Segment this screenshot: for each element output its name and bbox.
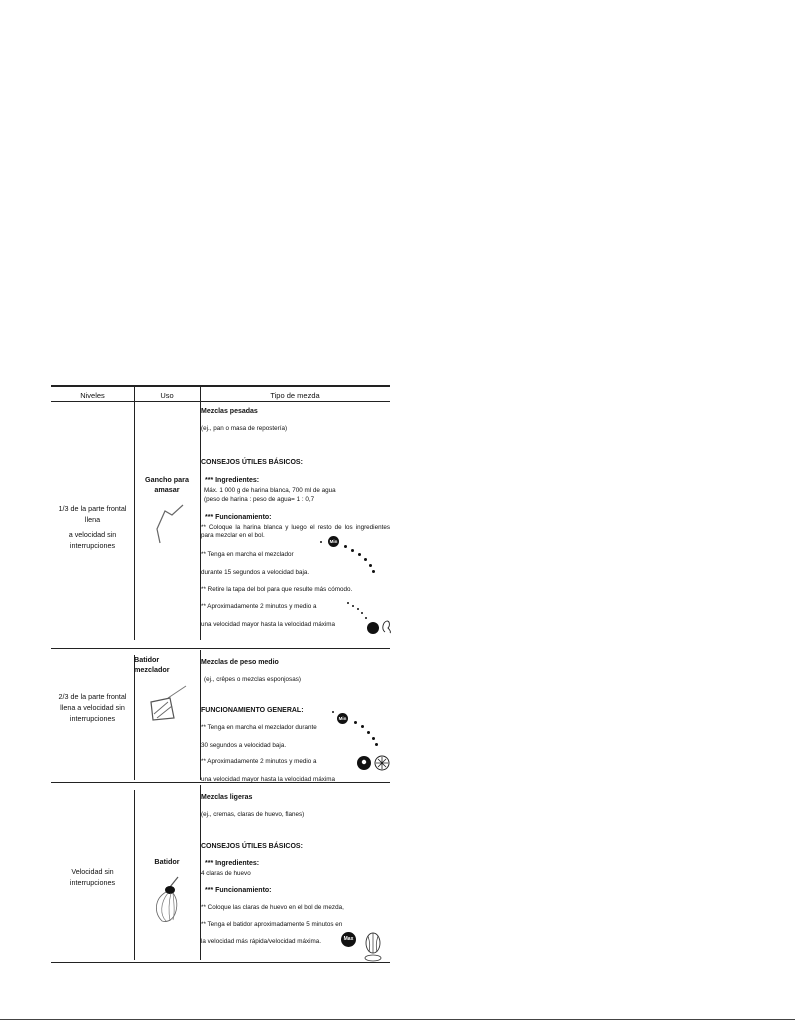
operation-text: 30 segundos a velocidad baja.: [201, 742, 287, 749]
use-text: amasar: [154, 485, 180, 494]
row-divider: [134, 790, 135, 960]
mix-title: Mezclas de peso medio: [201, 659, 279, 666]
use-cell: [134, 857, 200, 867]
page-bottom-rule: [0, 1019, 795, 1020]
ingredients-text: (peso de harina : peso de agua= 1 : 0,7: [204, 496, 315, 503]
mix-title: Mezclas ligeras: [201, 794, 253, 801]
mix-example: (ej., cremas, claras de huevo, flanes): [201, 811, 305, 818]
flat-beater-icon: [146, 684, 188, 724]
speed-dot: [357, 608, 359, 610]
tips-heading: CONSEJOS ÚTILES BÁSICOS:: [201, 843, 303, 850]
level-text: interrupciones: [69, 541, 116, 550]
level-text: 1/3 de la parte frontal: [58, 504, 127, 513]
operation-text: ** Aproximadamente 2 minutos y medio a: [201, 603, 317, 610]
speed-dial-icon: [366, 618, 394, 636]
ingredients-text: 4 claras de huevo: [201, 870, 251, 877]
level-text: llena a velocidad sin: [60, 703, 125, 712]
operation-text: una velocidad mayor hasta la velocidad máxima: [201, 776, 336, 783]
speed-dot: [320, 541, 322, 543]
whisk-icon: [150, 875, 184, 925]
operation-text: ** Coloque las claras de huevo en el bol de mezda,: [201, 904, 344, 911]
speed-dot: [351, 549, 354, 552]
speed-max-badge: Max: [341, 932, 356, 947]
operation-text: ** Retire la tapa del bol para que resulte más cómodo.: [201, 586, 353, 593]
use-text: mezclador: [134, 665, 170, 674]
general-heading: FUNCIONAMIENTO GENERAL:: [201, 707, 304, 714]
header-divider: [200, 386, 201, 402]
use-text: Batidor: [154, 857, 180, 866]
header-levels: Niveles: [80, 391, 105, 400]
level-text: interrupciones: [69, 714, 116, 723]
speed-dot: [347, 602, 349, 604]
level-text: interrupciones: [69, 878, 116, 887]
use-text: Batidor: [134, 655, 160, 664]
speed-dot: [369, 564, 372, 567]
speed-dot: [354, 721, 357, 724]
speed-dot: [361, 725, 364, 728]
speed-dot: [375, 743, 378, 746]
speed-dial-icon: [356, 753, 392, 775]
operation-text: ** Tenga en marcha el mezclador durante: [201, 724, 317, 731]
speed-dot: [344, 545, 347, 548]
operation-heading: *** Funcionamiento:: [205, 514, 272, 521]
speed-min-badge: Min: [337, 713, 348, 724]
speed-dot: [361, 612, 363, 614]
operation-text: ** Tenga el batidor aproximadamente 5 minutos en: [201, 921, 343, 928]
ingredients-heading: *** Ingredientes:: [205, 860, 260, 867]
row-separator: [51, 648, 390, 649]
operation-text: ** Aproximadamente 2 minutos y medio a: [201, 758, 317, 765]
ingredients-text: Máx. 1 000 g de harina blanca, 700 ml de agua: [204, 487, 336, 494]
level-text: Velocidad sin: [71, 867, 114, 876]
speed-dot: [372, 570, 375, 573]
speed-dot: [364, 558, 367, 561]
level-text: a velocidad sin: [68, 530, 117, 539]
header-use: Uso: [160, 391, 174, 400]
header-divider: [134, 386, 135, 402]
operation-text: durante 15 segundos a velocidad baja.: [201, 569, 310, 576]
use-cell: [134, 475, 200, 495]
level-text: 2/3 de la parte frontal: [58, 692, 127, 701]
mix-example: (ej., crêpes o mezclas esponjosas): [204, 676, 301, 683]
dough-hook-icon: [146, 503, 186, 548]
mix-title: Mezclas pesadas: [201, 408, 258, 415]
operation-heading: *** Funcionamiento:: [205, 887, 272, 894]
level-text: llena: [84, 515, 101, 524]
mix-example: (ej., pan o masa de repostería): [201, 425, 288, 432]
speed-dot: [352, 605, 354, 607]
row-divider: [134, 402, 135, 640]
table-top-border: [51, 385, 390, 387]
speed-dot: [367, 731, 370, 734]
use-cell: [134, 655, 200, 675]
operation-text: ** Coloque la harina blanca y luego el resto de los ingredientes para mezclar en el bol.: [201, 524, 390, 539]
speed-dot: [332, 711, 334, 713]
speed-dot: [372, 737, 375, 740]
header-mix-type: Tipo de mezda: [270, 391, 320, 400]
level-cell: [51, 503, 134, 551]
use-text: Gancho para: [145, 475, 189, 484]
tips-heading: CONSEJOS ÚTILES BÁSICOS:: [201, 459, 303, 466]
level-cell: [51, 691, 134, 724]
table-bottom-border: [51, 962, 390, 963]
ingredients-heading: *** Ingredientes:: [205, 477, 260, 484]
operation-text: una velocidad mayor hasta la velocidad máxima: [201, 621, 336, 628]
mixer-tool-icon: [361, 932, 385, 962]
speed-min-badge: Min: [328, 536, 339, 547]
header-bottom-border: [51, 401, 390, 402]
operation-text: ** Tenga en marcha el mezclador: [201, 551, 294, 558]
level-cell: [51, 866, 134, 888]
operation-text: la velocidad más rápida/velocidad máxima.: [201, 938, 322, 945]
speed-dot: [358, 553, 361, 556]
